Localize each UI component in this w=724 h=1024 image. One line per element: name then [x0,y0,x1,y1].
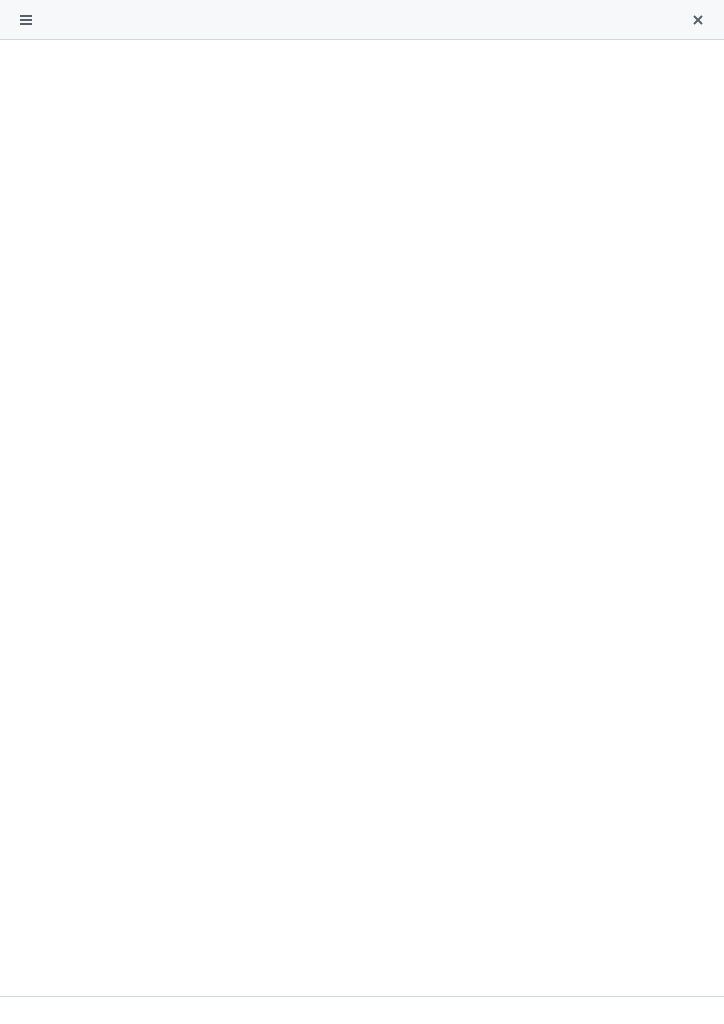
status-bar [0,996,724,1024]
menu-icon[interactable] [14,8,38,32]
window-header [0,0,724,40]
main-content [0,40,724,996]
close-icon[interactable] [686,8,710,32]
